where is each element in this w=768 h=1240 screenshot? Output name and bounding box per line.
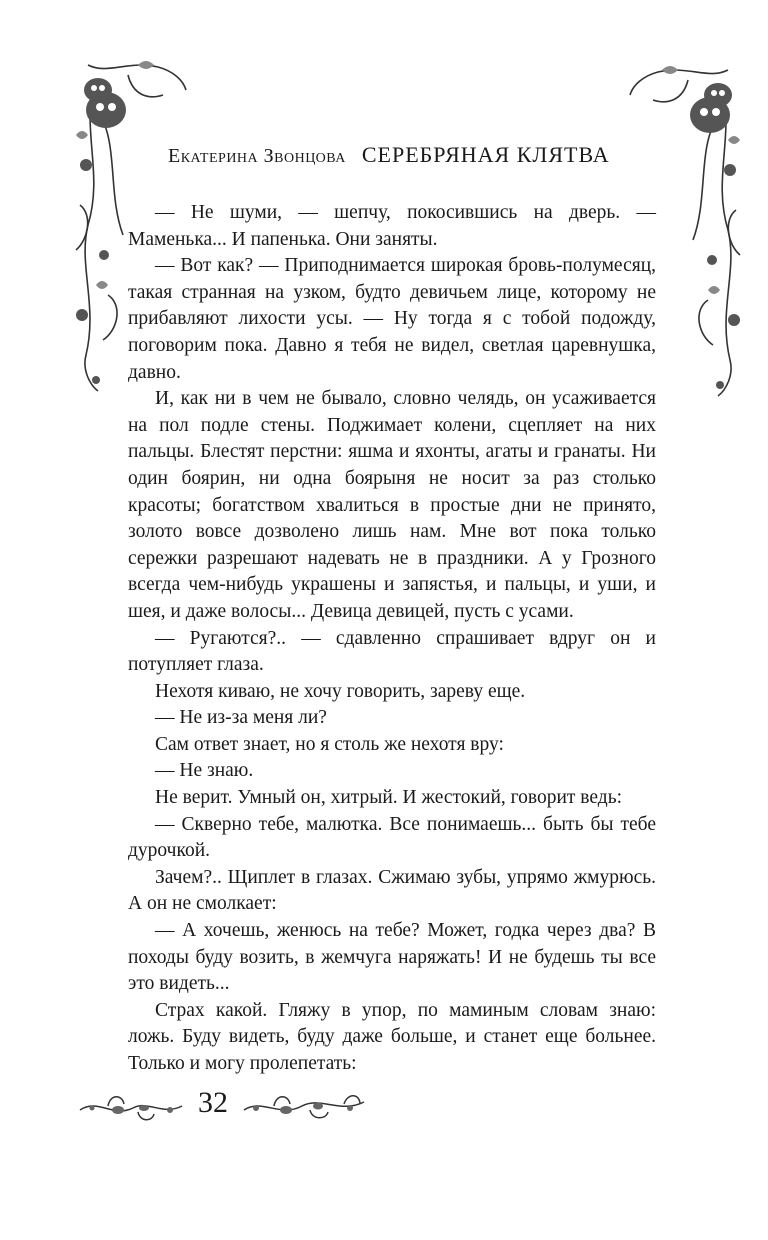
paragraph: И, как ни в чем не бывало, словно челядь, он усаживается на пол подле стены. Поджимает колени, сцепляет на них пальцы. Блестят перстни: яшма и яхонты, агаты и гранаты. Ни один боярин, ни одна боярыня не носит за раз столько красоты; богатством хвалиться в простые дни не принято, золото вовсе дозволено лишь нам. Мне вот пока только сережки разрешают надевать не в праздники. А у Грозного всегда чем-нибудь украшены и запястья, и пальцы, и уши, и шея, и даже волосы... Девица девицей, пусть с усами.: [128, 388, 656, 622]
header-book-title: СЕРЕБРЯНАЯ КЛЯТВА: [361, 142, 610, 167]
paragraph: Сам ответ знает, но я столь же нехотя вру:: [155, 733, 504, 755]
footer-ornament-left: [78, 1088, 186, 1128]
paragraph: — Вот как? — Приподнимается широкая бровь-полумесяц, такая странная на узком, будто девичьем лице, которому не прибавляют лихости усы. — Ну тогда я с тобой подожду, поговорим пока. Давно я тебя не видел, светлая царевнушка, давно.: [128, 255, 656, 383]
paragraph: — Не знаю.: [155, 760, 254, 782]
paragraph: Нехотя киваю, не хочу говорить, зареву еще.: [155, 680, 526, 702]
body-text: [128, 200, 656, 1078]
page-footer: [78, 1076, 368, 1136]
paragraph: Страх какой. Гляжу в упор, по маминым словам знаю: ложь. Буду видеть, буду даже больше, и станет еще больнее. Только и могу пролепетать:: [128, 999, 656, 1074]
paragraph: — А хочешь, женюсь на тебе? Может, годка через два? В походы буду возить, в жемчуга наряжать! И не будешь ты все это видеть...: [128, 920, 656, 995]
paragraph: — Скверно тебе, малютка. Все понимаешь... быть бы тебе дурочкой.: [128, 813, 656, 862]
paragraph: Зачем?.. Щиплет в глазах. Сжимаю зубы, упрямо жмурюсь. А он не смолкает:: [128, 866, 656, 915]
footer-ornament-right: [240, 1084, 368, 1128]
paragraph: — Не из-за меня ли?: [155, 707, 327, 729]
running-header: [168, 142, 688, 178]
paragraph: — Ругаются?.. — сдавленно спрашивает вдруг он и потупляет глаза.: [128, 627, 656, 676]
paragraph: — Не шуми, — шепчу, покосившись на дверь. — Маменька... И папенька. Они заняты.: [128, 202, 656, 250]
page-number: 32: [198, 1086, 228, 1119]
paragraph: Не верит. Умный он, хитрый. И жестокий, говорит ведь:: [155, 787, 623, 809]
header-author: Екатерина Звонцова: [168, 145, 346, 167]
